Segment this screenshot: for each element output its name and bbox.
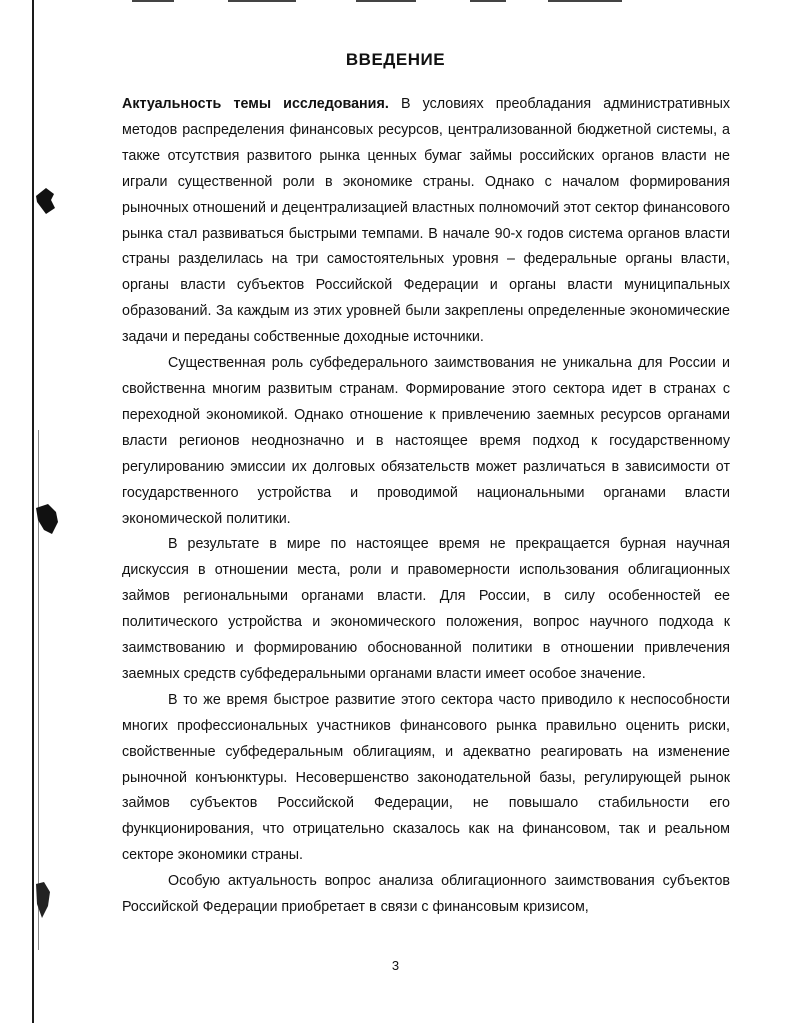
binding-hole-mark: [34, 186, 56, 216]
scan-artifact-top: [548, 0, 622, 2]
scan-artifact-top: [132, 0, 174, 2]
scan-artifact-top: [356, 0, 416, 2]
body-text: [122, 92, 730, 921]
paragraph: В то же время быстрое развитие этого сектора часто приводило к неспособности многих профессиональных участников финансового рынка правильно оценить риски, свойственные субфедеральным облигациям, и адекватно реагировать на изменение рыночной конъюнктуры. Несовершенство законодательной базы, регулирующей рынок займов субъектов Российской Федерации, не повышало стабильности его функционирования, что отрицательно сказалось как на финансовом, так и реальном секторе экономики страны.: [122, 691, 730, 864]
paragraph: Особую актуальность вопрос анализа облигационного заимствования субъектов Российской Федерации приобретает в связи с финансовым кризисом,: [122, 873, 730, 916]
binding-hole-mark: [34, 880, 54, 920]
binding-hole-mark: [34, 502, 60, 538]
page-title: ВВЕДЕНИЕ: [345, 50, 446, 69]
paragraph: Существенная роль субфедерального заимствования не уникальна для России и свойственна многим развитым странам. Формирование этого сектора идет в странах с переходной экономикой. Однако отношение к привлечению заемных ресурсов органами власти регионов неоднозначно и в настоящее время подход к государственному регулированию эмиссии их долговых обязательств может различаться в зависимости от государственного устройства и проводимой национальными органами власти экономической политики.: [122, 355, 730, 527]
lead-phrase: Актуальность темы исследования.: [122, 96, 389, 112]
page-number: 3: [391, 958, 400, 973]
paragraph: Актуальность темы исследования. В условиях преобладания административных методов распределения финансовых ресурсов, централизованной бюджетной системы, а также отсутствия развитого рынка ценных бумаг займы российских органов власти не играли существенной роли в экономике страны. Однако с началом формирования рыночных отношений и децентрализацией властных полномочий этот сектор финансового рынка стал развиваться быстрыми темпами. В начале 90-х годов система органов власти страны разделилась на три самостоятельных уровня – федеральные органы власти, органы власти субъектов Российской Федерации и органы власти муниципальных образований. За каждым из этих уровней были закреплены определенные экономические задачи и переданы собственные доходные источники.: [122, 96, 730, 346]
paragraph: В результате в мире по настоящее время не прекращается бурная научная дискуссия в отношении места, роли и правомерности использования облигационных займов региональными органами власти. Для России, в силу особенностей ее политического устройства и экономического положения, вопрос научного подхода к заимствованию и формированию обоснованной политики в отношении привлечения заемных средств субфедеральными органами власти имеет особое значение.: [122, 536, 730, 682]
scan-artifact-top: [228, 0, 296, 2]
scan-artifact-top: [470, 0, 506, 2]
